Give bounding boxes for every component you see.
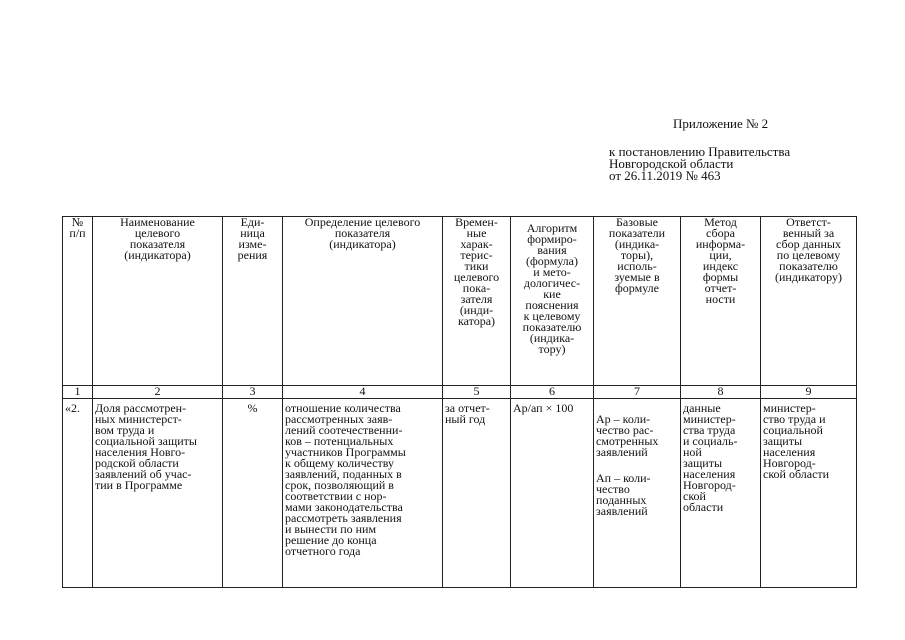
header-cell-method: Метод сбора информа- ции, индекс формы отчет- ности <box>681 217 761 386</box>
appendix-title: Приложение № 2 <box>673 116 769 131</box>
header-cell-unit: Еди- ница изме- рения <box>223 217 283 386</box>
column-number: 6 <box>511 386 594 399</box>
base-indicator-ap: Ап – коли- чество поданных заявлений <box>596 471 651 518</box>
column-number: 8 <box>681 386 761 399</box>
base-indicator-ar: Ар – коли- чество рас- смотренных заявлений <box>596 412 659 459</box>
decree-line-1: к постановлению Правительства <box>609 144 791 159</box>
header-cell-time: Времен- ные харак- терис- тики целевого пока- зателя (инди- катора) <box>443 217 511 386</box>
header-cell-base: Базовые показатели (индика- торы), исполь- зуемые в формуле <box>594 217 681 386</box>
column-number: 1 <box>63 386 93 399</box>
indicator-responsible: министер- ство труда и социальной защиты населения Новгород- ской области <box>761 399 857 588</box>
decree-line-2: Новгородской области <box>609 156 734 171</box>
column-number: 7 <box>594 386 681 399</box>
indicator-method: данные министер- ства труда и социаль- ной защиты населения Новгород- ской области <box>681 399 761 588</box>
header-cell-number: № п/п <box>63 217 93 386</box>
column-number: 3 <box>223 386 283 399</box>
column-number: 9 <box>761 386 857 399</box>
header-cell-name: Наименование целевого показателя (индикатора) <box>93 217 223 386</box>
column-number-row <box>63 386 857 399</box>
indicator-unit: % <box>223 399 283 588</box>
header-cell-definition: Определение целевого показателя (индикатора) <box>283 217 443 386</box>
header-cell-formula: Алгоритм формиро- вания (формула) и мето- дологичес- кие пояснения к целевому показателю (индика- тору) <box>511 217 594 386</box>
header-row <box>63 217 857 386</box>
column-number: 4 <box>283 386 443 399</box>
indicator-formula: Ар/ап × 100 <box>511 399 594 588</box>
table-row <box>63 399 857 588</box>
decree-line-3: от 26.11.2019 № 463 <box>609 168 721 183</box>
indicator-table <box>62 216 857 588</box>
indicator-name: Доля рассмотрен- ных министерст- вом труда и социальной защиты населения Новго- родской области заявлений об учас- тии в Программе <box>93 399 223 588</box>
column-number: 2 <box>93 386 223 399</box>
column-number: 5 <box>443 386 511 399</box>
indicator-definition: отношение количества рассмотренных заяв- лений соотечественни- ков – потенциальных участников Программы к общему количеству заявлений, поданных в срок, позволяющий в соответствии с нор- мами законодательства рассмотреть заявления и вынести по ним решение до конца отчетного года <box>283 399 443 588</box>
indicator-base <box>594 399 681 588</box>
indicator-time: за отчет- ный год <box>443 399 511 588</box>
header-cell-responsible: Ответст- венный за сбор данных по целевому показателю (индикатору) <box>761 217 857 386</box>
row-number: «2. <box>63 399 93 588</box>
